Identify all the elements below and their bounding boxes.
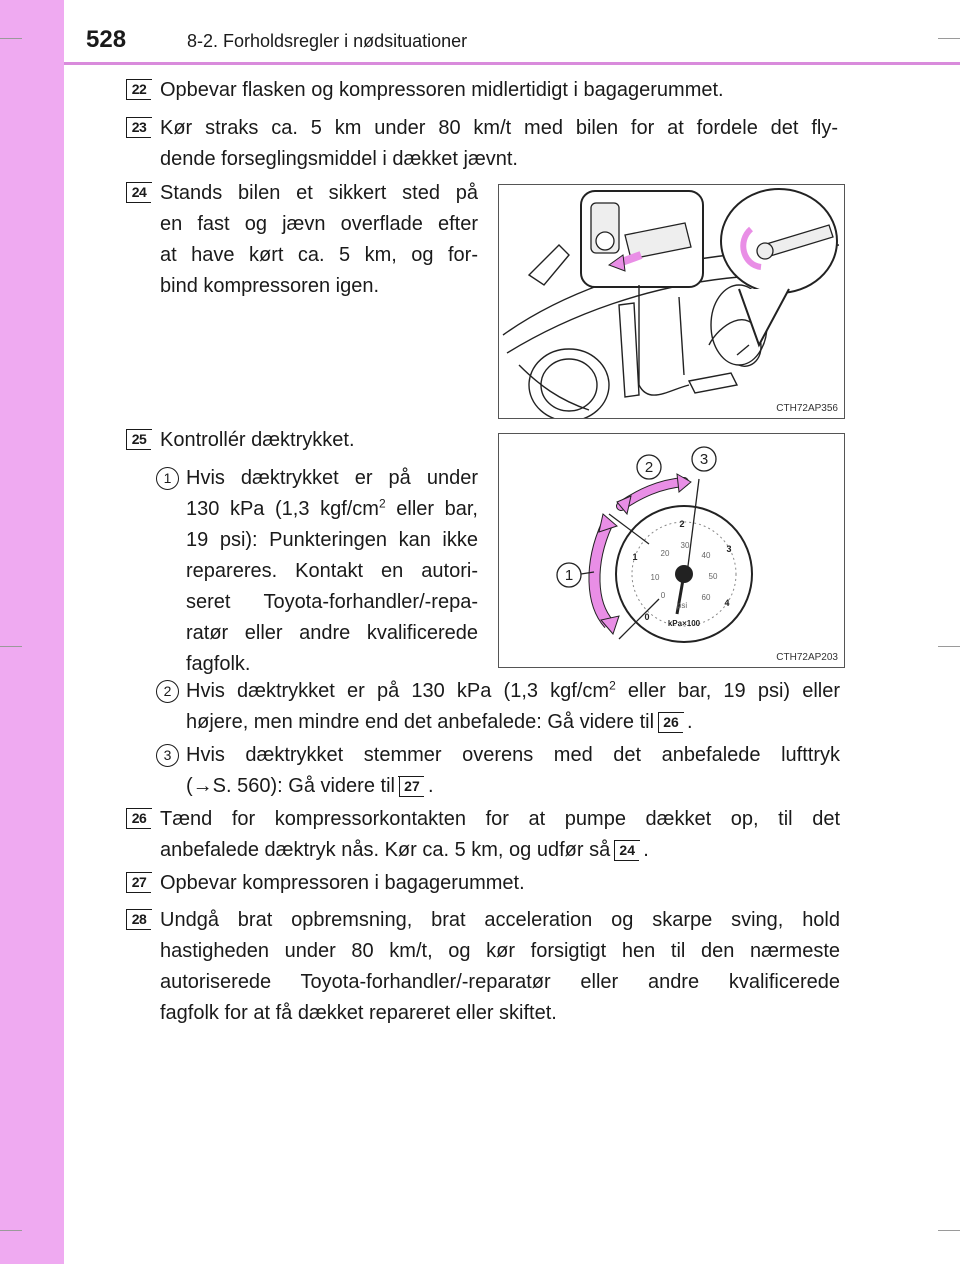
step-23	[126, 113, 846, 175]
text-line: at have kørt ca. 5 km, og for-	[160, 244, 478, 266]
section-title: 8-2. Forholdsregler i nødsituationer	[187, 31, 468, 51]
text-line: Stands bilen et sikkert sted på	[160, 182, 478, 204]
header-rule	[64, 62, 960, 65]
text-line: bind kompressoren igen.	[160, 275, 380, 297]
page-number: 528	[86, 26, 127, 53]
inner-tick: 50	[708, 572, 718, 581]
text-line: seret Toyota-forhandler/-repa-	[186, 591, 478, 613]
step-reference: 26	[658, 712, 683, 733]
step-badge: 24	[126, 182, 151, 203]
step-text	[160, 804, 840, 866]
text-fragment: anbefalede dæktryk nås. Kør ca. 5 km, og udfør så	[160, 839, 611, 861]
text-line	[186, 494, 478, 525]
sub-item-number: 2	[156, 680, 179, 703]
text-line: repareres. Kontakt en autori-	[186, 560, 478, 582]
inner-tick: 40	[701, 551, 711, 560]
step-22	[126, 75, 846, 106]
text-line: autoriserede Toyota-forhandler/-reparatør eller andre kvalificerede	[160, 971, 840, 993]
outer-tick: 4	[724, 598, 730, 608]
text-line	[186, 676, 840, 707]
figure-pressure-gauge	[498, 433, 845, 668]
pressure-gauge-illustration	[499, 434, 844, 667]
text-fragment: .	[427, 775, 434, 797]
step-27	[126, 868, 840, 899]
sub-item-2	[156, 676, 840, 738]
outer-tick: 1	[632, 552, 638, 562]
callout-3: 3	[699, 451, 709, 468]
sub-item-text	[186, 463, 478, 680]
text-line: fagfolk.	[186, 653, 251, 675]
inner-tick: 30	[680, 541, 690, 550]
car-compressor-illustration	[499, 185, 844, 418]
sub-item-number: 1	[156, 467, 179, 490]
text-fragment: Hvis dæktrykket er på 130 kPa (1,3 kgf/cm	[186, 680, 610, 702]
text-line: Hvis dæktrykket stemmer overens med det anbefalede lufttryk	[186, 744, 840, 766]
step-28	[126, 905, 840, 1029]
page-sidebar	[0, 0, 64, 1264]
text-line: Undgå brat opbremsning, brat acceleration og skarpe sving, hold	[160, 909, 840, 931]
inner-tick: 0	[660, 591, 666, 600]
callout-2: 2	[644, 459, 654, 476]
text-line: en fast og jævn overflade efter	[160, 213, 478, 235]
step-text: Kontrollér dæktrykket.	[160, 429, 355, 451]
outer-tick: 2	[679, 519, 685, 529]
step-25	[126, 425, 486, 456]
inner-tick: 10	[650, 573, 660, 582]
text-line: ratør eller andre kvalificerede	[186, 622, 478, 644]
callout-1: 1	[564, 567, 574, 584]
inner-tick: 60	[701, 593, 711, 602]
step-badge: 27	[126, 872, 151, 893]
text-fragment: højere, men mindre end det anbefalede: Gå videre til	[186, 711, 655, 733]
text-line: fagfolk for at få dækket repareret eller skiftet.	[160, 1002, 557, 1024]
text-fragment: eller bar,	[385, 498, 478, 520]
text-fragment: eller bar, 19 psi) eller	[615, 680, 841, 702]
text-fragment: 130 kPa (1,3 kgf/cm	[186, 498, 379, 520]
sub-item-3	[156, 740, 840, 802]
crop-mark	[0, 38, 22, 39]
text-line	[186, 707, 840, 738]
step-text	[160, 905, 840, 1029]
step-text	[160, 178, 478, 302]
text-line	[160, 835, 840, 866]
text-line: Hvis dæktrykket er på under	[186, 467, 478, 489]
figure-code: CTH72AP203	[776, 652, 838, 663]
text-line: Tænd for kompressorkontakten for at pumpe dækket op, til det	[160, 808, 840, 830]
step-text: Opbevar kompressoren i bagagerummet.	[160, 872, 525, 894]
text-line: hastigheden under 80 km/t, og kør forsigtigt hen til den nærmeste	[160, 940, 840, 962]
text-fragment: .	[643, 839, 649, 861]
text-fragment: (→S. 560): Gå videre til	[186, 775, 395, 797]
step-badge: 22	[126, 79, 151, 100]
step-badge: 23	[126, 117, 151, 138]
figure-code: CTH72AP356	[776, 403, 838, 414]
unit-inner: psi	[676, 601, 688, 610]
superscript: 2	[609, 678, 616, 693]
crop-mark	[938, 1230, 960, 1231]
crop-mark	[0, 1230, 22, 1231]
step-badge: 26	[126, 808, 151, 829]
unit-outer: kPa×100	[667, 619, 701, 628]
outer-tick: 0	[644, 612, 650, 622]
text-line: Kør straks ca. 5 km under 80 km/t med bilen for at fordele det fly-	[160, 117, 838, 139]
step-reference: 24	[614, 840, 639, 861]
step-badge: 28	[126, 909, 151, 930]
step-reference: 27	[399, 776, 424, 797]
sub-item-1	[156, 463, 478, 680]
text-fragment: .	[687, 711, 693, 733]
figure-compressor-connection	[498, 184, 845, 419]
step-badge: 25	[126, 429, 151, 450]
crop-mark	[938, 38, 960, 39]
text-line	[186, 771, 840, 802]
crop-mark	[0, 646, 22, 647]
superscript: 2	[378, 496, 386, 511]
step-26	[126, 804, 840, 866]
text-line: 19 psi): Punkteringen kan ikke	[186, 529, 478, 551]
crop-mark	[938, 646, 960, 647]
step-text	[160, 113, 838, 175]
step-24	[126, 178, 486, 302]
outer-tick: 3	[726, 544, 732, 554]
text-line: dende forseglingsmiddel i dækket jævnt.	[160, 148, 518, 170]
sub-item-text	[186, 676, 840, 738]
step-text: Opbevar flasken og kompressoren midlertidigt i bagagerummet.	[160, 79, 724, 101]
inner-tick: 20	[660, 549, 670, 558]
sub-item-number: 3	[156, 744, 179, 767]
sub-item-text	[186, 740, 840, 802]
